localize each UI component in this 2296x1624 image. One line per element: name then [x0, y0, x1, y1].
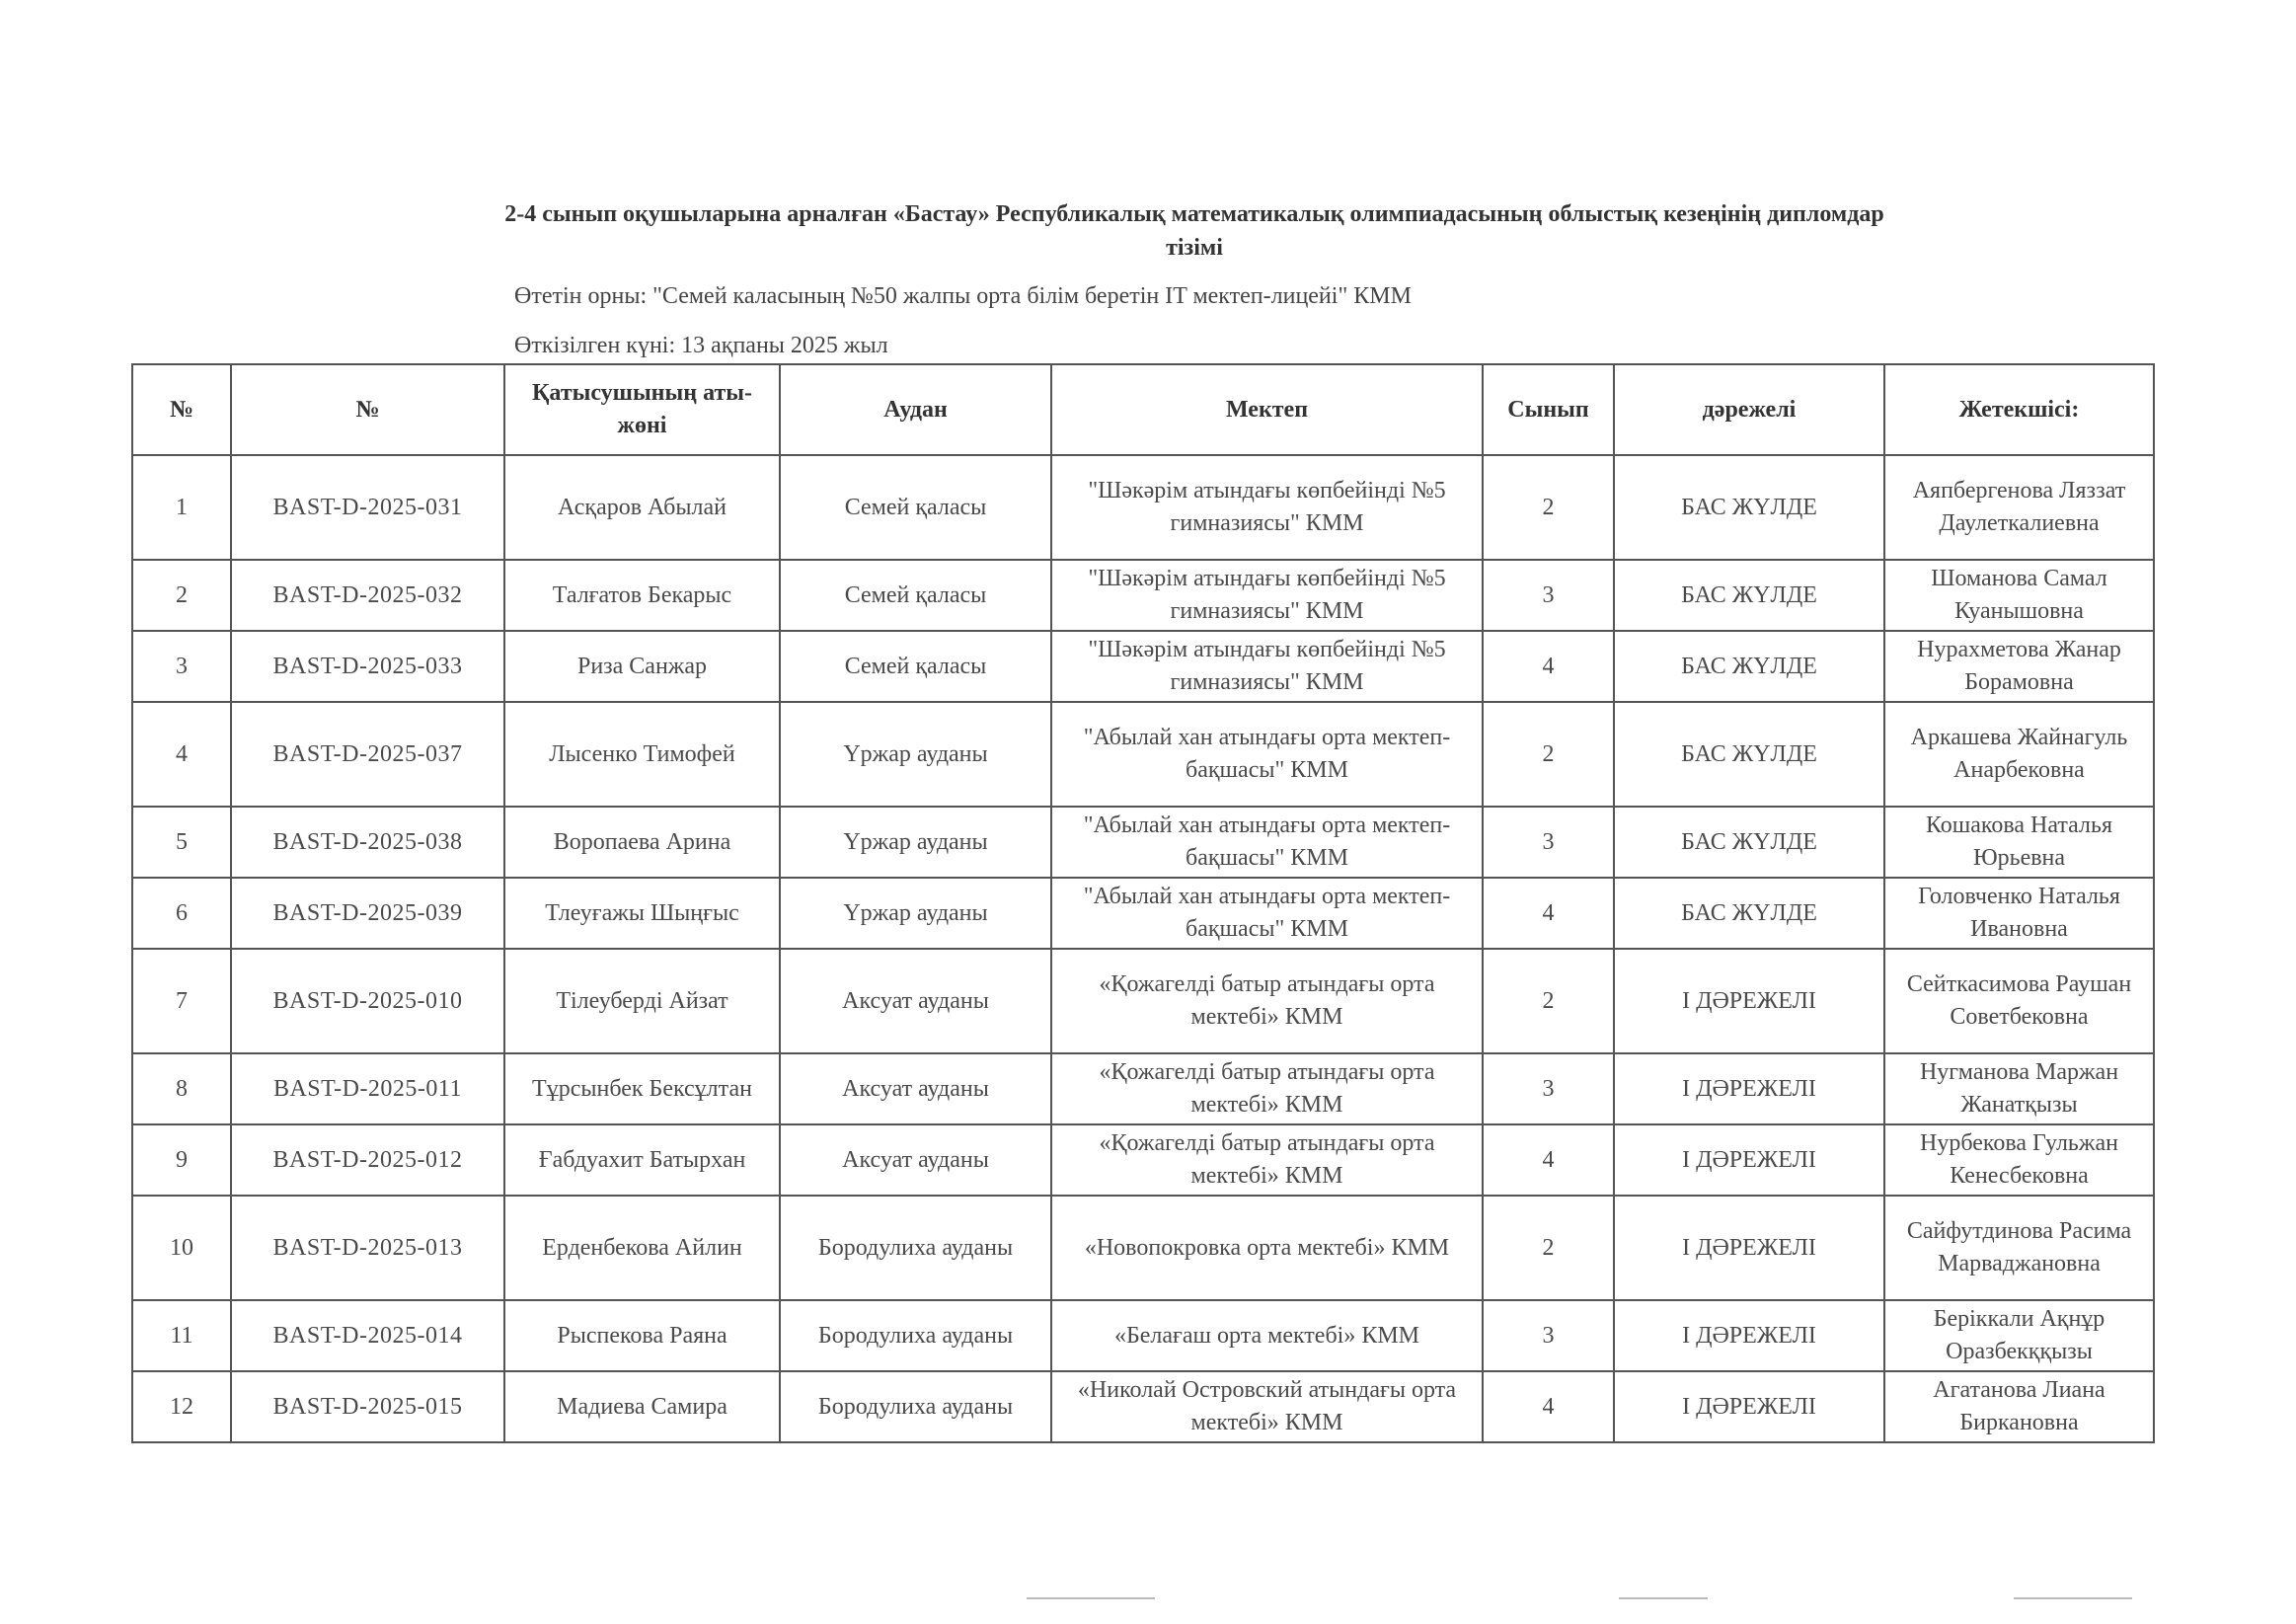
cell-grade: 4	[1483, 878, 1614, 949]
header-code: №	[231, 364, 504, 455]
cell-grade: 4	[1483, 1371, 1614, 1442]
cell-grade: 3	[1483, 807, 1614, 878]
cell-teacher: Нугманова Маржан Жанатқызы	[1884, 1053, 2154, 1124]
cell-num: 6	[132, 878, 231, 949]
cell-grade: 2	[1483, 455, 1614, 560]
cell-code: BAST-D-2025-013	[231, 1196, 504, 1300]
cell-teacher: Шоманова Самал Куанышовна	[1884, 560, 2154, 631]
cell-code: BAST-D-2025-032	[231, 560, 504, 631]
table-row	[132, 1124, 2154, 1196]
header-grade: Сынып	[1483, 364, 1614, 455]
cell-name: Тұрсынбек Бексұлтан	[504, 1053, 780, 1124]
cell-district: Аксуат ауданы	[780, 1053, 1051, 1124]
table-row	[132, 1196, 2154, 1300]
cell-name: Тілеуберді Айзат	[504, 949, 780, 1053]
scan-artifact-line	[1619, 1597, 1708, 1599]
cell-num: 11	[132, 1300, 231, 1371]
cell-code: BAST-D-2025-033	[231, 631, 504, 702]
cell-name: Воропаева Арина	[504, 807, 780, 878]
cell-district: Үржар ауданы	[780, 878, 1051, 949]
cell-district: Семей қаласы	[780, 455, 1051, 560]
cell-num: 12	[132, 1371, 231, 1442]
table-header-row	[132, 364, 2154, 455]
cell-school: "Шәкәрім атындағы көпбейінді №5 гимназиясы" КММ	[1051, 560, 1483, 631]
cell-name: Ерденбекова Айлин	[504, 1196, 780, 1300]
cell-teacher: Беріккали Ақнұр Оразбекққызы	[1884, 1300, 2154, 1371]
cell-school: "Шәкәрім атындағы көпбейінді №5 гимназиясы" КММ	[1051, 631, 1483, 702]
header-name: Қатысушының аты-жөні	[504, 364, 780, 455]
cell-grade: 3	[1483, 1053, 1614, 1124]
cell-num: 10	[132, 1196, 231, 1300]
cell-teacher: Нурбекова Гульжан Кенесбековна	[1884, 1124, 2154, 1196]
cell-degree: БАС ЖҮЛДЕ	[1614, 631, 1884, 702]
table-row	[132, 807, 2154, 878]
cell-school: "Абылай хан атындағы орта мектеп-бақшасы" КММ	[1051, 702, 1483, 807]
cell-num: 7	[132, 949, 231, 1053]
cell-name: Асқаров Абылай	[504, 455, 780, 560]
cell-teacher: Аркашева Жайнагуль Анарбековна	[1884, 702, 2154, 807]
cell-code: BAST-D-2025-039	[231, 878, 504, 949]
cell-num: 8	[132, 1053, 231, 1124]
table-row	[132, 1053, 2154, 1124]
cell-grade: 4	[1483, 631, 1614, 702]
cell-school: "Абылай хан атындағы орта мектеп-бақшасы" КММ	[1051, 878, 1483, 949]
cell-grade: 2	[1483, 1196, 1614, 1300]
table-row	[132, 949, 2154, 1053]
cell-teacher: Сайфутдинова Расима Марваджановна	[1884, 1196, 2154, 1300]
cell-name: Талғатов Бекарыс	[504, 560, 780, 631]
cell-code: BAST-D-2025-015	[231, 1371, 504, 1442]
diploma-table	[131, 363, 2155, 1443]
cell-teacher: Агатанова Лиана Биркановна	[1884, 1371, 2154, 1442]
cell-school: «Қожагелді батыр атындағы орта мектебі» КММ	[1051, 1124, 1483, 1196]
cell-teacher: Головченко Наталья Ивановна	[1884, 878, 2154, 949]
cell-school: «Қожагелді батыр атындағы орта мектебі» КММ	[1051, 1053, 1483, 1124]
cell-grade: 3	[1483, 1300, 1614, 1371]
cell-district: Аксуат ауданы	[780, 949, 1051, 1053]
cell-degree: I ДӘРЕЖЕЛІ	[1614, 949, 1884, 1053]
cell-name: Рыспекова Раяна	[504, 1300, 780, 1371]
venue-line: Өтетін орны: "Семей каласының №50 жалпы орта білім беретін IT мектеп-лицейі" КММ	[514, 283, 1412, 309]
header-num: №	[132, 364, 231, 455]
date-line: Өткізілген күні: 13 ақпаны 2025 жыл	[514, 333, 888, 358]
table-body	[132, 455, 2154, 1442]
cell-name: Лысенко Тимофей	[504, 702, 780, 807]
cell-school: «Қожагелді батыр атындағы орта мектебі» КММ	[1051, 949, 1483, 1053]
cell-district: Аксуат ауданы	[780, 1124, 1051, 1196]
cell-district: Семей қаласы	[780, 560, 1051, 631]
cell-grade: 2	[1483, 949, 1614, 1053]
cell-degree: I ДӘРЕЖЕЛІ	[1614, 1053, 1884, 1124]
cell-name: Мадиева Самира	[504, 1371, 780, 1442]
table-row	[132, 1371, 2154, 1442]
table-row	[132, 1300, 2154, 1371]
scan-artifact-line	[2014, 1597, 2132, 1599]
cell-school: «Новопокровка орта мектебі» КММ	[1051, 1196, 1483, 1300]
cell-num: 4	[132, 702, 231, 807]
cell-num: 5	[132, 807, 231, 878]
cell-school: «Белағаш орта мектебі» КММ	[1051, 1300, 1483, 1371]
cell-code: BAST-D-2025-037	[231, 702, 504, 807]
cell-code: BAST-D-2025-010	[231, 949, 504, 1053]
cell-num: 1	[132, 455, 231, 560]
cell-name: Тлеуғажы Шыңғыс	[504, 878, 780, 949]
cell-degree: БАС ЖҮЛДЕ	[1614, 807, 1884, 878]
cell-district: Бородулиха ауданы	[780, 1300, 1051, 1371]
scan-artifact-line	[1027, 1597, 1155, 1599]
cell-num: 3	[132, 631, 231, 702]
cell-school: "Абылай хан атындағы орта мектеп-бақшасы" КММ	[1051, 807, 1483, 878]
cell-name: Ғабдуахит Батырхан	[504, 1124, 780, 1196]
cell-degree: I ДӘРЕЖЕЛІ	[1614, 1124, 1884, 1196]
table-row	[132, 878, 2154, 949]
cell-grade: 3	[1483, 560, 1614, 631]
table-row	[132, 631, 2154, 702]
cell-district: Үржар ауданы	[780, 702, 1051, 807]
cell-district: Бородулиха ауданы	[780, 1371, 1051, 1442]
cell-code: BAST-D-2025-012	[231, 1124, 504, 1196]
cell-code: BAST-D-2025-031	[231, 455, 504, 560]
cell-degree: БАС ЖҮЛДЕ	[1614, 455, 1884, 560]
document-title: 2-4 сынып оқушыларына арналған «Бастау» Республикалық математикалық олимпиадасының облыстық кезеңінің дипломдар тізімі	[504, 201, 1884, 261]
cell-degree: БАС ЖҮЛДЕ	[1614, 560, 1884, 631]
cell-grade: 4	[1483, 1124, 1614, 1196]
cell-teacher: Нурахметова Жанар Борамовна	[1884, 631, 2154, 702]
table-row	[132, 560, 2154, 631]
cell-degree: I ДӘРЕЖЕЛІ	[1614, 1196, 1884, 1300]
cell-num: 2	[132, 560, 231, 631]
cell-num: 9	[132, 1124, 231, 1196]
cell-school: «Николай Островский атындағы орта мектебі» КММ	[1051, 1371, 1483, 1442]
header-district: Аудан	[780, 364, 1051, 455]
table-row	[132, 455, 2154, 560]
cell-degree: БАС ЖҮЛДЕ	[1614, 878, 1884, 949]
header-teacher: Жетекшісі:	[1884, 364, 2154, 455]
cell-district: Семей қаласы	[780, 631, 1051, 702]
table-row	[132, 702, 2154, 807]
cell-grade: 2	[1483, 702, 1614, 807]
cell-degree: БАС ЖҮЛДЕ	[1614, 702, 1884, 807]
cell-code: BAST-D-2025-038	[231, 807, 504, 878]
cell-teacher: Кошакова Наталья Юрьевна	[1884, 807, 2154, 878]
header-school: Мектеп	[1051, 364, 1483, 455]
cell-school: "Шәкәрім атындағы көпбейінді №5 гимназиясы" КММ	[1051, 455, 1483, 560]
cell-teacher: Аяпбергенова Ляззат Даулеткалиевна	[1884, 455, 2154, 560]
cell-name: Риза Санжар	[504, 631, 780, 702]
cell-district: Үржар ауданы	[780, 807, 1051, 878]
cell-degree: I ДӘРЕЖЕЛІ	[1614, 1371, 1884, 1442]
cell-code: BAST-D-2025-011	[231, 1053, 504, 1124]
cell-degree: I ДӘРЕЖЕЛІ	[1614, 1300, 1884, 1371]
cell-district: Бородулиха ауданы	[780, 1196, 1051, 1300]
cell-code: BAST-D-2025-014	[231, 1300, 504, 1371]
header-degree: дәрежелі	[1614, 364, 1884, 455]
cell-teacher: Сейткасимова Раушан Советбековна	[1884, 949, 2154, 1053]
